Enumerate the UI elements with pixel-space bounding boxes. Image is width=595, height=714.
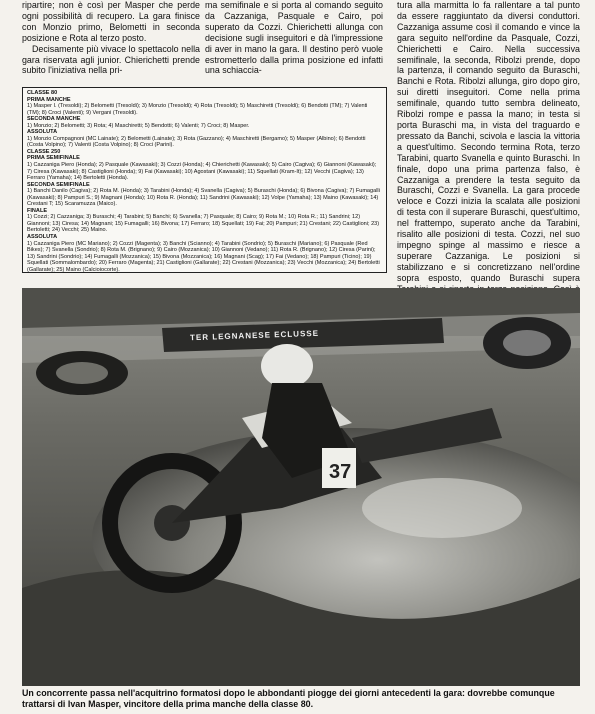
- article-column-1: [22, 0, 200, 84]
- results-heading: PRIMA MANCHE: [27, 96, 71, 103]
- photo-caption: Un concorrente passa nell'acquitrino formatosi dopo le abbondanti piogge dei giorni antecedenti la gara: dovrebbe comunque trattarsi di Ivan Masper, vincitore della prima manche della classe 80.: [22, 688, 555, 709]
- svg-text:37: 37: [329, 461, 352, 483]
- article-column-3: [397, 0, 580, 327]
- results-text: 1) Monzio; 2) Belometti; 3) Rota; 4) Maschiretti; 5) Bendotti; 6) Valenti; 7) Croci; 8) Masper.: [27, 122, 250, 129]
- results-text: 1) Masper I. (Tresoldi); 2) Belometti (Tresoldi); 3) Monzio (Tresoldi); 4) Rota (Tresoldi); 5) Maschiretti (Tresoldi); 6) Bendotti (TM); 7) Valenti (TM); 8) Croci (Valenti); 9) Vergani (Tresoldi).: [27, 103, 368, 116]
- results-text: 1) Banchi Danilo (Cagiva); 2) Rota M. (Honda); 3) Tarabini (Honda); 4) Svanella (Cagiva); 5) Buraschi (Honda); 6) Bivona (Cagiva); 7) Fumagalli (Kawasaki); 8) Pampuri S.; 9) Magnani (Honda); 10) Rota R. (Honda); 11) Sandrini (Kawasaki); 12) Volpe (Yamaha); 13) Maino (Kawasaki); 14) Crestani T; 15) Scaramuzza (Maico).: [27, 188, 380, 208]
- results-heading: CLASSE 80: [27, 90, 58, 96]
- paragraph: Decisamente più vivace lo spettacolo nella gara riservata agli junior. Chierichetti prende subito l'iniziativa nella pri-: [22, 43, 200, 76]
- results-heading: PRIMA SEMIFINALE: [27, 155, 80, 162]
- banner-text: TER LEGNANESE ECLUSSE: [189, 328, 320, 343]
- results-text: 1) Monzio Compagnoni (MC Lainate); 2) Belometti (Lainate); 3) Rota (Gazzano); 4) Maschiretti (Bergamo); 5) Masper (Albino); 6) Bendotti (Costa Volpino); 7) Valenti (Costa Volpino); 8) Croci (Parini).: [27, 135, 366, 149]
- paragraph: ma semifinale e si porta al comando seguito da Cazzaniga, Pasquale e Cairo, poi superato da Cozzi. Chierichetti allunga con decisione sugli inseguitori e dà l'impressione di aver in mano la gara. Il destino però vuole estrometterlo dalla prima posizione ed infatti una schiaccia-: [205, 0, 383, 76]
- results-heading: ASSOLUTA: [27, 129, 58, 136]
- results-heading: SECONDA SEMIFINALE: [27, 181, 90, 188]
- results-text: 1) Cazzaniga Piero (MC Mariano); 2) Cozzi (Magenta); 3) Banchi (Scianno); 4) Tarabini (Sondrio); 5) Buraschi (Mariano); 6) Pasquale (Red Bikes); 7) Svanella (Sondrio); 8) Rota M. (Brignano); 9) Cairo (Mozzanica); 10) Giannoni (Vedano); 11) Rota R. (Brignano); 12) Ciresa (Parini); 13) Sandrini (Sondrio); 14) Fumagalli (Mozzanica); 15) Bivona (Mozzanica); 16) Magnani (Scag); 17) Fai (Vedano); 18) Pampuri (Ticino); 19) Squellati (Sommalombardo); 20) Ferraro (Magenta); 21) Castiglioni (Gallarate); 22) Crestani (Mozzanica); 23) Vecchi (Mozzanica); 24) Bertoletti (Gallarate); 25) Maino (Calcioiocorte).: [27, 240, 380, 273]
- article-column-2: [205, 0, 383, 84]
- results-text: 1) Cozzi; 2) Cazzaniga; 3) Buraschi; 4) Tarabini; 5) Banchi; 6) Svanella; 7) Pasquale; 8) Cairo; 9) Rota M.; 10) Rota R.; 11) Sandrini; 12) Giannoni; 13) Ciresa; 14) Magnani; 15) Fumagalli; 16) Bivona; 17) Ferraro; 18) Squellati; 19) Fai; 20) Pampuri; 21) Crestani; 22) Castiglioni; 23) Bertoletti; 24) Vecchi; 25) Maino.: [27, 214, 380, 234]
- results-heading: SECONDA MANCHE: [27, 116, 81, 123]
- results-heading: CLASSE 250: [27, 148, 61, 155]
- results-heading: ASSOLUTA: [27, 234, 58, 241]
- paragraph: ripartire; non è così per Masper che perde ogni possibilità di recupero. La gara finisce con Monzio primo, Belometti in seconda posizione e Rota al terzo posto.: [22, 0, 200, 43]
- results-heading: FINALE: [27, 207, 48, 214]
- results-text: 1) Cazzaniga Piero (Honda); 2) Pasquale (Kawasaki); 3) Cozzi (Honda); 4) Chierichetti (Kawasaki); 5) Cairo (Cagiva); 6) Giannoni (Kawasaki); 7) Ciresa (Kawasaki); 8) Castiglioni (Honda); 9) Fai (Kawasaki); 10) Agostani (Kawasaki); 11) Squellati (Kram-It); 12) Vecchi (Cagiva); 13) Ferraro (Yamaha); 14) Bertoletti (Honda).: [27, 162, 377, 182]
- paragraph: tura alla marmitta lo fa rallentare a tal punto da essere raggiuntato da diversi conduttori. Cazzaniga assume così il comando e vince la gara seguito nell'ordine da Pasquale, Cozzi, Chierichetti e Cairo. Nella successiva semifinale, la seconda, Ribolzi prende, dopo la partenza, il comando seguito da Buraschi, Banchi e Rota. Ribolzi allunga, giro dopo giro, sui diretti inseguitori. Come nella prima semifinale, quando tutto sembra delineato, Ribolzi rompe e passa la mano; in testa si porta Buraschi ma, in vista del traguardo e pressato da Banchi, scivola e lascia la vittoria a quest'ultimo. Secondo termina Rota, terzo Tarabini, quarto Svanella e quinto Buraschi. In finale, dopo una prima partenza falso, è Cazzaniga a prendere la testa seguito da Buraschi, Cozzi e Svanella. La gara procede veloce e Cozzi inizia la scalata alle posizioni di testa con il superare Buraschi, quest'ultimo, nel frattempo, superato anche da Tarabini, risalito alle posizioni di testa. Cozzi, nel suo impegno spinge al massimo e riesce a superare Cazzaniga. Le posizioni si stabilizzano e si concretizzano nell'ordine sopra esposto, quando Buraschi supera: [397, 0, 580, 283]
- results-box: [22, 87, 387, 273]
- race-photo: [22, 288, 580, 686]
- photo-illustration: [22, 288, 580, 686]
